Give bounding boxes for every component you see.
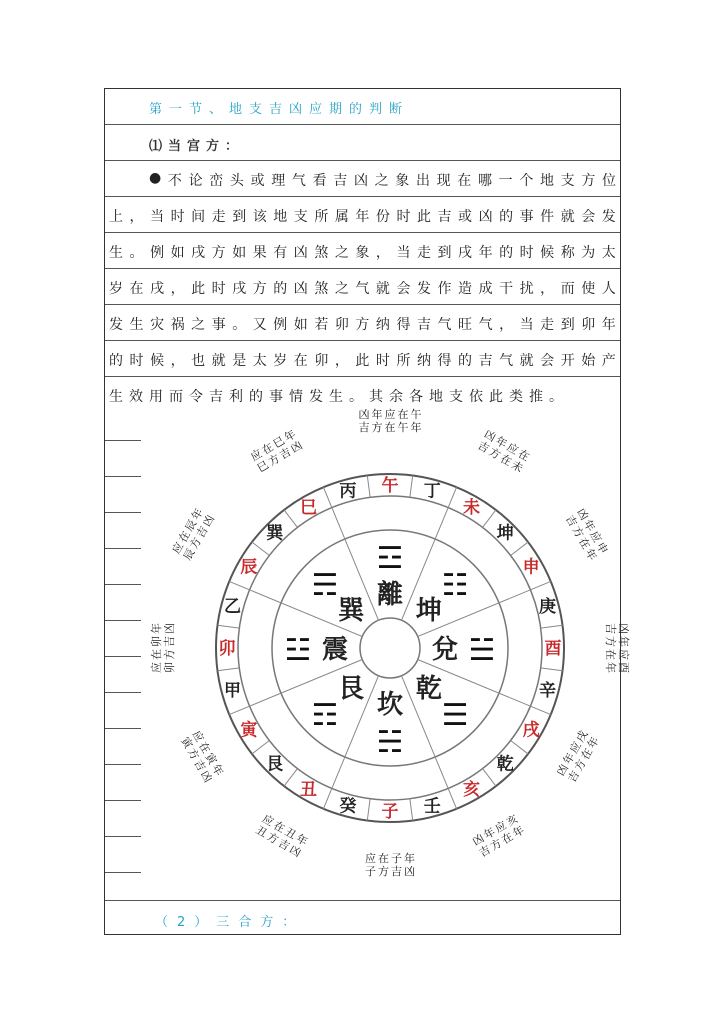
- branch-note-char: 酉: [617, 662, 630, 673]
- branch-note-char: 年: [410, 421, 422, 434]
- branch-note-char: 卯: [150, 636, 163, 647]
- trigram-symbol-icon: ☳: [284, 633, 312, 668]
- branch-note-卯: [149, 623, 176, 673]
- branch-note-char: 年: [560, 750, 578, 767]
- branch-note-辰: [169, 506, 217, 563]
- branch-note-char: 巳: [270, 434, 287, 451]
- trigram-symbol-icon: ☲: [376, 541, 404, 576]
- mountain-酉: 酉: [544, 639, 562, 659]
- mountain-divider: [323, 487, 331, 507]
- branch-note-char: 年: [580, 517, 598, 534]
- branch-note-char: 方: [264, 829, 281, 847]
- ruling-line: [105, 800, 141, 801]
- paragraph-line-6: 的 时 候 ， 也 就 是 太 岁 在 卯 ， 此 时 所 纳 得 的 吉 气 就 会 开 始 产: [109, 353, 616, 369]
- branch-note-char: 辰: [180, 546, 198, 563]
- branch-note-char: 应: [492, 818, 509, 836]
- mountain-未: 未: [463, 497, 480, 518]
- branch-note-char: 应: [384, 408, 396, 421]
- branch-note-char: 年: [481, 825, 498, 842]
- mountain-丁: 丁: [423, 481, 441, 502]
- mountain-divider: [483, 769, 496, 786]
- mountain-坤: 坤: [496, 523, 514, 544]
- mountain-乙: 乙: [224, 596, 242, 617]
- branch-note-char: 方: [266, 451, 283, 469]
- mountain-divider: [448, 788, 456, 808]
- trigram-name-巽: 巽: [338, 596, 365, 627]
- mountain-divider: [541, 625, 563, 628]
- branch-note-char: 应: [617, 649, 630, 660]
- branch-note-char: 凶: [163, 623, 176, 634]
- branch-note-char: 午: [397, 421, 409, 434]
- branch-note-char: 在: [378, 852, 389, 865]
- branch-note-char: 吉: [193, 524, 211, 541]
- branch-note-char: 在: [515, 447, 532, 464]
- branch-note-寅: [178, 728, 226, 785]
- mountain-辛: 辛: [538, 681, 556, 702]
- branch-note-char: 在: [397, 408, 409, 421]
- mountain-divider: [511, 741, 528, 754]
- branch-note-char: 亥: [504, 812, 521, 829]
- branch-note-char: 在: [384, 421, 396, 434]
- branch-note-char: 年: [371, 408, 383, 421]
- branch-note-酉: [604, 623, 631, 673]
- mountain-亥: 亥: [463, 780, 480, 801]
- ruling-line: [105, 764, 141, 765]
- branch-note-char: 凶: [470, 831, 487, 849]
- branch-note-char: 辰: [182, 517, 200, 534]
- paragraph-line-1: ● 不 论 峦 头 或 理 气 看 吉 凶 之 象 出 现 在 哪 一 个 地 支 方 位: [149, 170, 616, 189]
- trigram-name-艮: 艮: [338, 673, 365, 704]
- trigram-symbol-icon: ☰: [441, 698, 469, 734]
- branch-note-char: 年: [404, 852, 415, 865]
- mountain-divider: [284, 510, 297, 527]
- branch-note-char: 凶: [287, 842, 304, 860]
- mountain-午: 午: [381, 476, 399, 496]
- trigram-name-離: 離: [376, 580, 404, 610]
- branch-note-char: 凶: [200, 512, 218, 529]
- mountain-庚: 庚: [538, 596, 556, 617]
- branch-note-char: 年: [189, 506, 206, 523]
- paragraph-row-5: [105, 305, 620, 341]
- branch-note-char: 吉: [191, 757, 209, 774]
- branch-note-午: [359, 407, 422, 434]
- branch-note-char: 吉: [604, 623, 617, 634]
- branch-note-char: 在: [578, 746, 596, 763]
- branch-note-char: 凶: [554, 762, 571, 779]
- trigram-symbol-icon: ☶: [311, 698, 339, 734]
- branch-note-char: 年: [617, 636, 630, 647]
- mountain-divider: [530, 581, 550, 589]
- trigram-symbol-icon: ☵: [376, 725, 404, 760]
- branch-note-char: 应: [150, 662, 163, 673]
- branch-note-char: 年: [582, 546, 600, 563]
- branch-note-子: [365, 851, 415, 878]
- mountain-巽: 巽: [266, 523, 284, 544]
- mountain-乾: 乾: [496, 754, 514, 775]
- branch-note-char: 年: [604, 662, 617, 673]
- mountain-divider: [511, 542, 528, 555]
- ruling-line: [105, 692, 141, 693]
- branch-note-char: 年: [282, 427, 299, 445]
- trigram-name-兌: 兌: [431, 635, 459, 665]
- mountain-divider: [541, 668, 563, 671]
- ruling-line: [105, 620, 141, 621]
- paragraph-line-2: 上 ， 当 时 间 走 到 该 地 支 所 属 年 份 时 此 吉 或 凶 的 事 件 就 会 发: [109, 209, 616, 225]
- branch-note-char: 凶: [617, 623, 630, 634]
- branch-note-char: 在: [499, 829, 516, 847]
- branch-note-char: 方: [486, 445, 503, 463]
- branch-note-char: 吉: [476, 842, 493, 860]
- mountain-divider: [252, 542, 269, 555]
- mountain-卯: 卯: [218, 639, 236, 659]
- mountain-艮: 艮: [266, 754, 284, 775]
- mountain-divider: [217, 625, 239, 628]
- ruling-line: [105, 872, 141, 873]
- branch-note-char: 在: [497, 451, 514, 469]
- branch-note-char: 在: [271, 818, 288, 836]
- mountain-divider: [229, 581, 249, 589]
- branch-note-char: 年: [150, 623, 163, 634]
- branch-note-char: 方: [571, 757, 589, 774]
- branch-note-char: 在: [196, 739, 213, 756]
- ruling-line: [105, 656, 141, 657]
- ruling-line: [105, 836, 141, 837]
- mountain-子: 子: [381, 802, 399, 822]
- branch-note-char: 凶: [288, 438, 305, 456]
- branch-note-char: 丑: [253, 823, 270, 841]
- branch-note-char: 在: [259, 440, 276, 458]
- trigram-name-震: 震: [321, 635, 349, 665]
- branch-note-char: 年: [293, 831, 310, 849]
- branch-note-char: 吉: [391, 865, 402, 878]
- branch-note-戌: [553, 728, 601, 785]
- branch-note-char: 凶: [404, 865, 415, 878]
- branch-note-char: 应: [567, 739, 584, 756]
- branch-note-char: 应: [365, 852, 376, 865]
- mountain-丙: 丙: [339, 481, 357, 502]
- branch-note-char: 方: [371, 421, 383, 434]
- branch-note-char: 午: [410, 408, 422, 421]
- branch-note-亥: [470, 811, 527, 859]
- branch-note-char: 方: [187, 535, 205, 552]
- branch-note-char: 吉: [475, 438, 492, 456]
- branch-note-char: 方: [378, 865, 389, 878]
- branch-note-char: 凶: [574, 506, 591, 523]
- mountain-divider: [323, 788, 331, 808]
- branch-note-char: 吉: [562, 512, 580, 529]
- branch-note-char: 应: [587, 528, 604, 545]
- mountain-丑: 丑: [300, 780, 317, 801]
- trigram-symbol-icon: ☴: [311, 567, 339, 603]
- ruling-line: [105, 476, 141, 477]
- paragraph-row-2: [105, 197, 620, 233]
- mountain-divider: [410, 475, 413, 497]
- mountain-戌: 戌: [522, 720, 540, 741]
- branch-note-char: 在: [604, 649, 617, 660]
- mountain-寅: 寅: [240, 720, 258, 741]
- branch-note-char: 凶: [358, 408, 370, 421]
- branch-note-char: 年: [209, 762, 226, 779]
- bottom-heading-row: [105, 900, 620, 936]
- branch-note-char: 年: [584, 734, 602, 751]
- mountain-巳: 巳: [300, 497, 317, 518]
- mountain-divider: [410, 799, 413, 821]
- branch-note-char: 子: [391, 852, 402, 865]
- paragraph-row-4: [105, 269, 620, 305]
- branch-note-char: 吉: [565, 768, 583, 785]
- mountain-甲: 甲: [224, 681, 242, 702]
- bottom-heading: （2）三合方：: [155, 915, 305, 930]
- branch-note-char: 在: [575, 535, 593, 552]
- branch-note-char: 在: [176, 528, 193, 545]
- branch-note-巳: [248, 427, 305, 475]
- trigram-symbol-icon: ☷: [441, 567, 469, 603]
- branch-note-char: 吉: [358, 421, 370, 434]
- branch-note-char: 应: [504, 440, 521, 458]
- compass-wheel: [138, 408, 630, 900]
- branch-note-char: 凶: [197, 768, 215, 785]
- mountain-divider: [530, 706, 550, 714]
- subheading-row: [105, 125, 620, 161]
- branch-note-未: [475, 427, 532, 475]
- branch-note-char: 方: [569, 524, 587, 541]
- branch-note-char: 申: [593, 540, 611, 557]
- section-title: 第一节、地支吉凶应期的判断: [149, 102, 410, 117]
- mountain-癸: 癸: [339, 796, 357, 817]
- branch-note-char: 应: [248, 447, 265, 464]
- branch-note-char: 年: [510, 823, 527, 841]
- branch-note-char: 年: [493, 434, 510, 451]
- branch-note-char: 凶: [481, 427, 498, 445]
- branch-note-丑: [253, 811, 310, 859]
- branch-note-char: 吉: [163, 636, 176, 647]
- mountain-divider: [229, 706, 249, 714]
- mountain-divider: [367, 799, 370, 821]
- mountain-divider: [252, 741, 269, 754]
- ruling-line: [105, 440, 141, 441]
- title-row: [105, 89, 620, 125]
- mountain-divider: [284, 769, 297, 786]
- branch-note-char: 寅: [202, 750, 220, 767]
- ruling-line: [105, 512, 141, 513]
- mountain-divider: [367, 475, 370, 497]
- branch-note-char: 丑: [282, 825, 299, 842]
- center-circle: [360, 618, 420, 678]
- mountain-申: 申: [522, 557, 540, 578]
- paragraph-row-1: [105, 161, 620, 197]
- branch-note-char: 寅: [178, 734, 196, 751]
- mountain-壬: 壬: [423, 796, 441, 817]
- branch-note-char: 方: [604, 636, 617, 647]
- compass-diagram: [138, 408, 630, 900]
- paragraph-line-4: 岁 在 戌 ， 此 时 戌 方 的 凶 煞 之 气 就 会 发 作 造 成 干 扰 ， 而 使 人: [109, 281, 616, 297]
- mountain-divider: [217, 668, 239, 671]
- sub-heading: ⑴当宫方：: [149, 139, 245, 154]
- branch-note-char: 应: [189, 728, 207, 745]
- mountain-辰: 辰: [240, 557, 258, 578]
- trigram-name-坤: 坤: [415, 596, 442, 627]
- branch-note-char: 吉: [275, 836, 292, 854]
- trigram-name-乾: 乾: [415, 673, 442, 704]
- mountain-divider: [448, 487, 456, 507]
- paragraph-line-7: 生效用而令吉利的事情发生。其余各地支依此类推。: [109, 389, 569, 405]
- ruling-line: [105, 584, 141, 585]
- paragraph-row-6: [105, 341, 620, 377]
- branch-note-char: 戌: [573, 728, 591, 745]
- paragraph-line-5: 发 生 灾 祸 之 事 。 又 例 如 若 卯 方 纳 得 吉 气 旺 气 ， 当 走 到 卯 年: [109, 317, 616, 333]
- trigram-name-坎: 坎: [376, 690, 404, 720]
- branch-note-char: 巳: [254, 458, 271, 476]
- branch-note-char: 在: [150, 649, 163, 660]
- branch-note-char: 卯: [163, 662, 176, 673]
- trigram-symbol-icon: ☱: [468, 633, 496, 668]
- paragraph-line-3: 生 。 例 如 戌 方 如 果 有 凶 煞 之 象 ， 当 走 到 戌 年 的 时 候 称 为 太: [109, 245, 616, 261]
- branch-note-char: 方: [163, 649, 176, 660]
- paragraph-row-3: [105, 233, 620, 269]
- ruling-line: [105, 728, 141, 729]
- branch-note-char: 方: [184, 746, 202, 763]
- branch-note-char: 应: [169, 540, 187, 557]
- branch-note-char: 未: [509, 458, 526, 476]
- branch-note-char: 吉: [277, 445, 294, 463]
- branch-note-char: 子: [365, 865, 376, 878]
- branch-note-申: [563, 506, 611, 563]
- branch-note-char: 方: [488, 836, 505, 854]
- branch-note-char: 应: [259, 812, 276, 829]
- mountain-divider: [483, 510, 496, 527]
- ruling-line: [105, 548, 141, 549]
